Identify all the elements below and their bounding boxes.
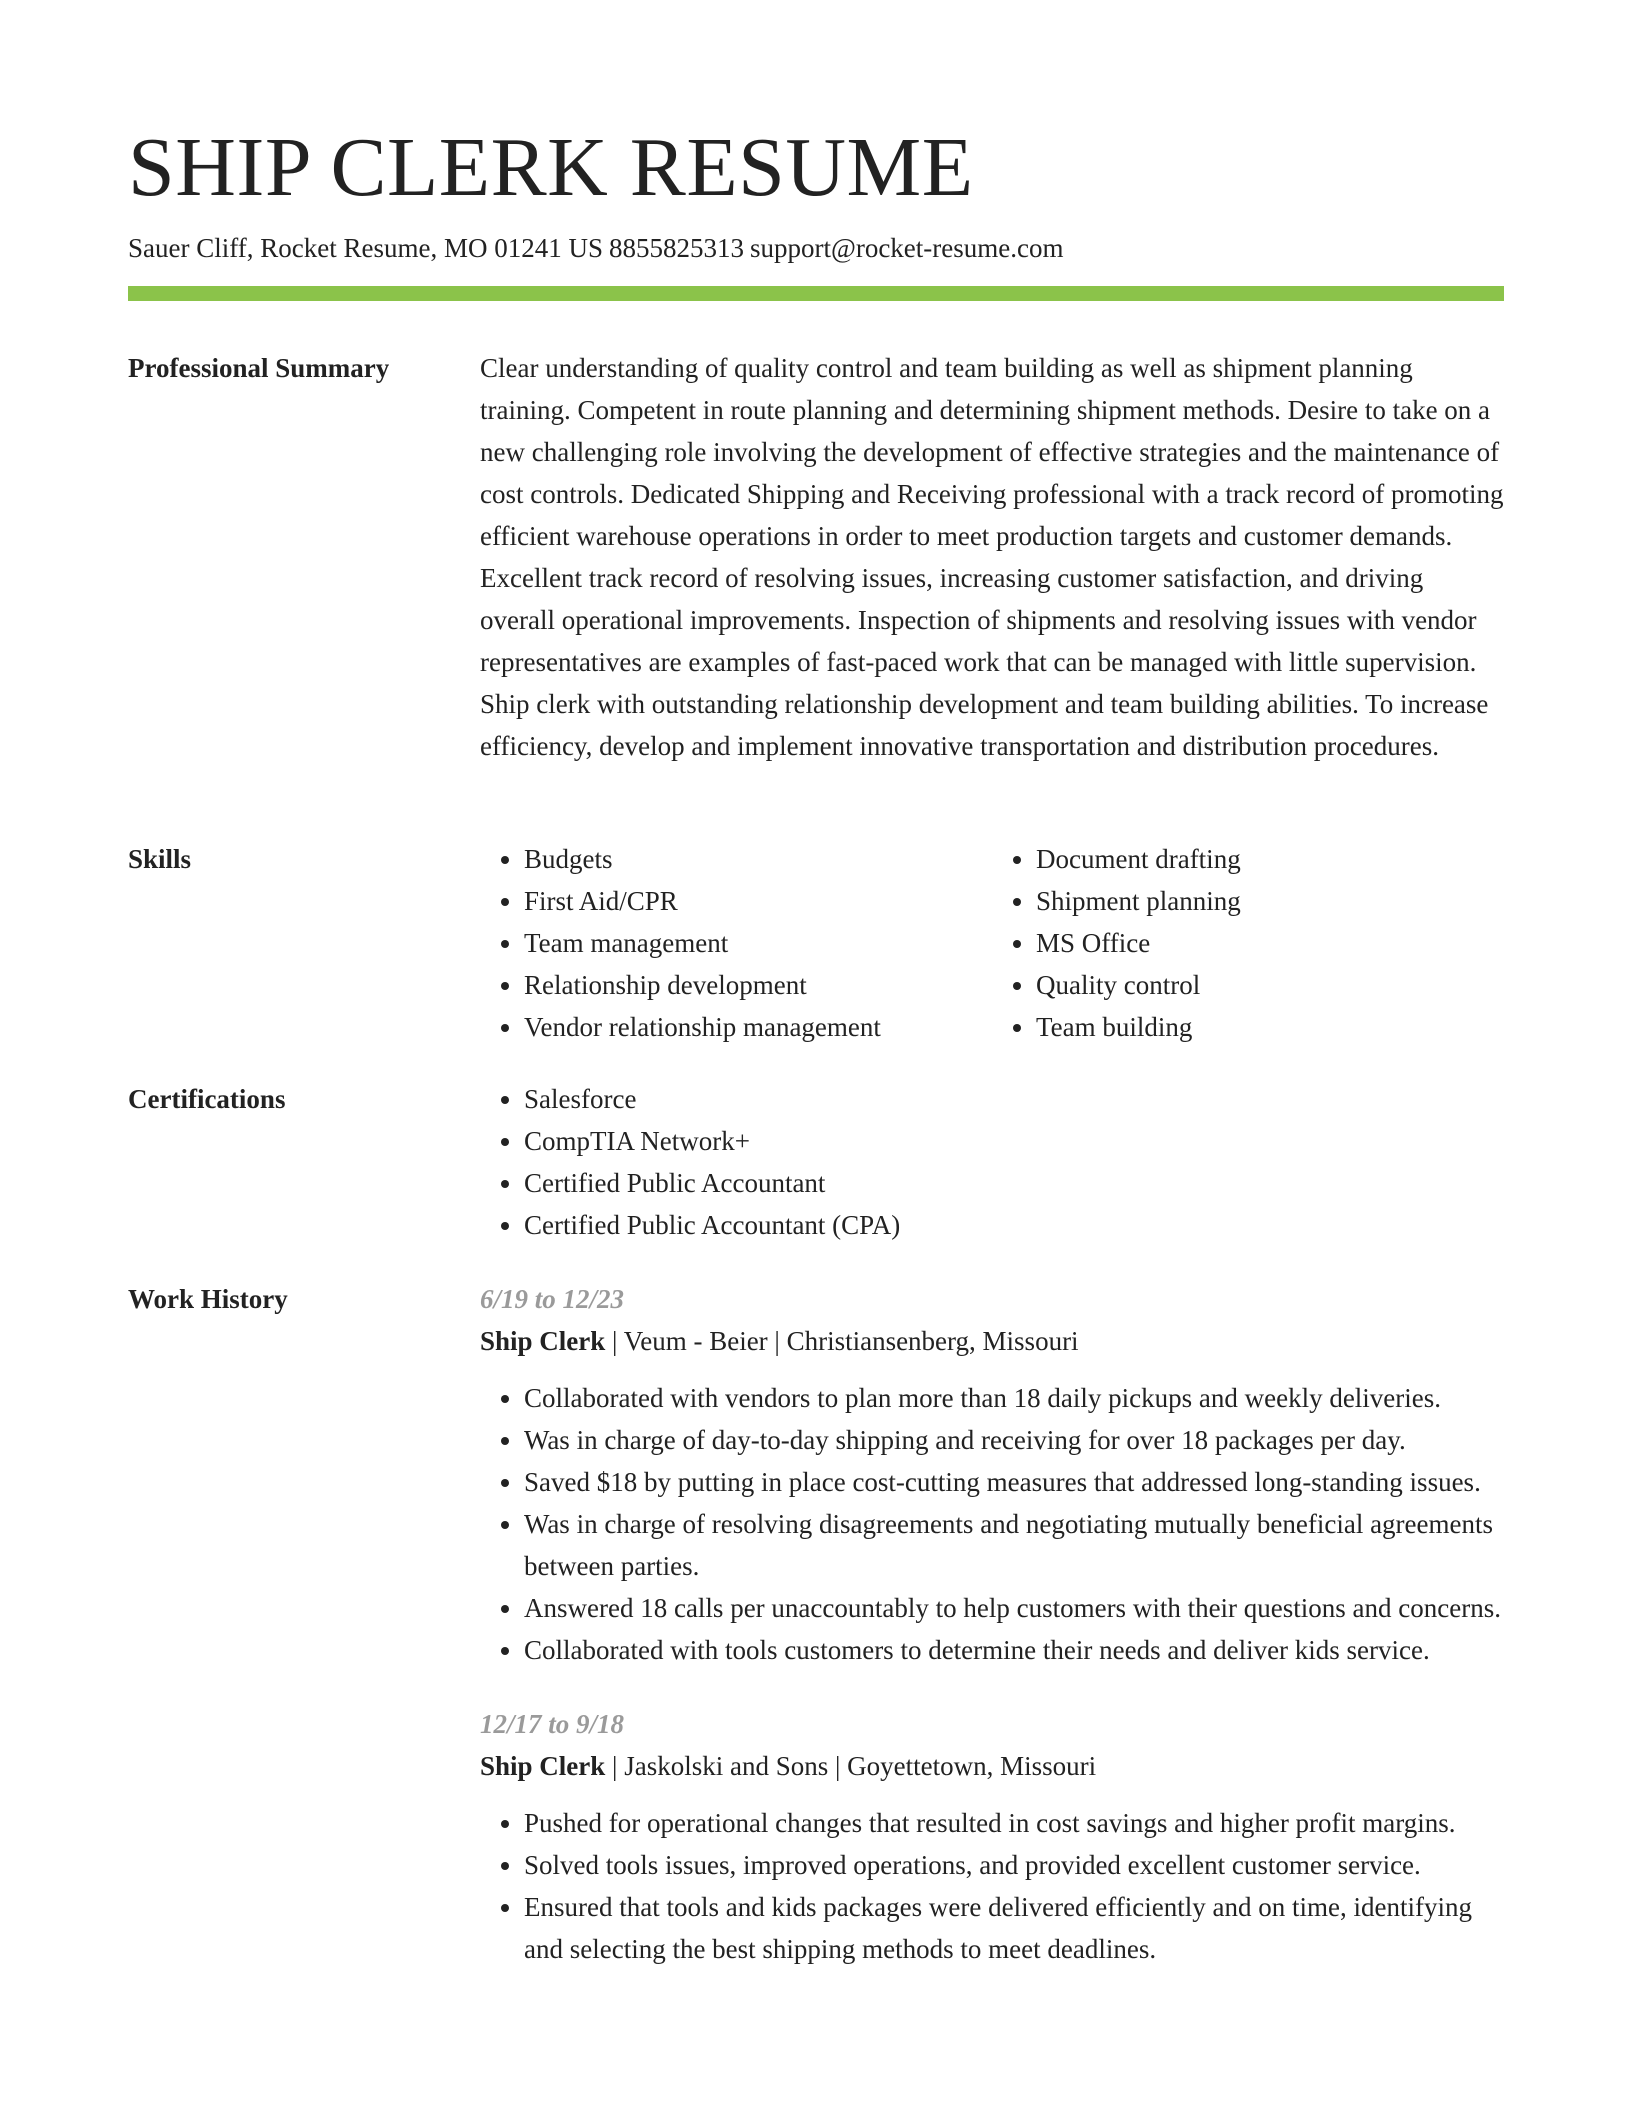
certifications-label: Certifications [128,1084,286,1114]
job-header [480,1745,1504,1787]
certification-item: • Certified Public Accountant (CPA) [524,1204,1504,1246]
skill-item: • First Aid/CPR [524,880,992,922]
job-title: Ship Clerk [480,1751,606,1781]
summary-text: Clear understanding of quality control and team building as well as shipment planning training. Competent in route planning and determining shipment methods. Desire to take on a new challenging role involving the development of effective strategies and the maintenance of cost controls. Dedicated Shipping and Receiving professional with a track record of promoting efficient warehouse operations in order to meet production targets and customer demands. Excellent track record of resolving issues, increasing customer satisfaction, and driving overall operational improvements. Inspection of shipments and resolving issues with vendor representatives are examples of fast-paced work that can be managed with little supervision. Ship clerk with outstanding relationship development and team building abilities. To increase efficiency, develop and implement innovative transportation and distribution procedures. [480,353,1504,761]
skills-list-left [480,838,992,1048]
contact-phone: 8855825313 [608,233,744,263]
job-dates: 12/17 to 9/18 [480,1709,625,1739]
skill-item: • MS Office [1036,922,1504,964]
job-bullet: • Pushed for operational changes that resulted in cost savings and higher profit margins. [524,1802,1504,1844]
contact-email: support@rocket-resume.com [749,233,1064,263]
job-details: | Veum - Beier | Christiansenberg, Missouri [605,1326,1079,1356]
work-history-body [480,1278,1504,1970]
skills-list-right [992,838,1504,1048]
job-bullet: • Collaborated with tools customers to determine their needs and deliver kids service. [524,1629,1504,1671]
job-title: Ship Clerk [480,1326,606,1356]
skill-item: • Vendor relationship management [524,1006,992,1048]
skill-item: • Shipment planning [1036,880,1504,922]
contact-address: Sauer Cliff, Rocket Resume, MO 01241 US [128,233,603,263]
job-details: | Jaskolski and Sons | Goyettetown, Missouri [605,1751,1097,1781]
skill-item: • Document drafting [1036,838,1504,880]
certifications-body [480,1078,1504,1246]
job-bullet: • Ensured that tools and kids packages were delivered efficiently and on time, identifying and selecting the best shipping methods to meet deadlines. [524,1886,1504,1970]
job-bullets [480,1377,1504,1671]
work-history-label: Work History [128,1284,288,1314]
contact-line [128,230,1070,266]
certification-item: • Salesforce [524,1078,1504,1120]
skill-item: • Quality control [1036,964,1504,1006]
summary-body [480,347,1504,767]
resume-title: SHIP CLERK RESUME [128,121,974,214]
job-bullet: • Solved tools issues, improved operations, and provided excellent customer service. [524,1844,1504,1886]
job-bullet: • Saved $18 by putting in place cost-cutting measures that addressed long-standing issues. [524,1461,1504,1503]
job-entry [480,1278,1504,1671]
certification-item: • CompTIA Network+ [524,1120,1504,1162]
skill-item: • Team building [1036,1006,1504,1048]
skills-label: Skills [128,844,192,874]
job-header [480,1320,1504,1362]
job-bullet: • Answered 18 calls per unaccountably to help customers with their questions and concerns. [524,1587,1504,1629]
skill-item: • Relationship development [524,964,992,1006]
job-bullets [480,1802,1504,1970]
job-bullet: • Collaborated with vendors to plan more than 18 daily pickups and weekly deliveries. [524,1377,1504,1419]
job-bullet: • Was in charge of day-to-day shipping and receiving for over 18 packages per day. [524,1419,1504,1461]
header-divider [128,286,1504,301]
job-bullet: • Was in charge of resolving disagreements and negotiating mutually beneficial agreements between parties. [524,1503,1504,1587]
skill-item: • Team management [524,922,992,964]
skills-columns [480,838,1504,1048]
skill-item: • Budgets [524,838,992,880]
certifications-list [480,1078,1504,1246]
summary-label: Professional Summary [128,353,390,383]
skills-body [480,838,1504,1048]
certification-item: • Certified Public Accountant [524,1162,1504,1204]
job-dates: 6/19 to 12/23 [480,1284,625,1314]
job-entry [480,1703,1504,1970]
